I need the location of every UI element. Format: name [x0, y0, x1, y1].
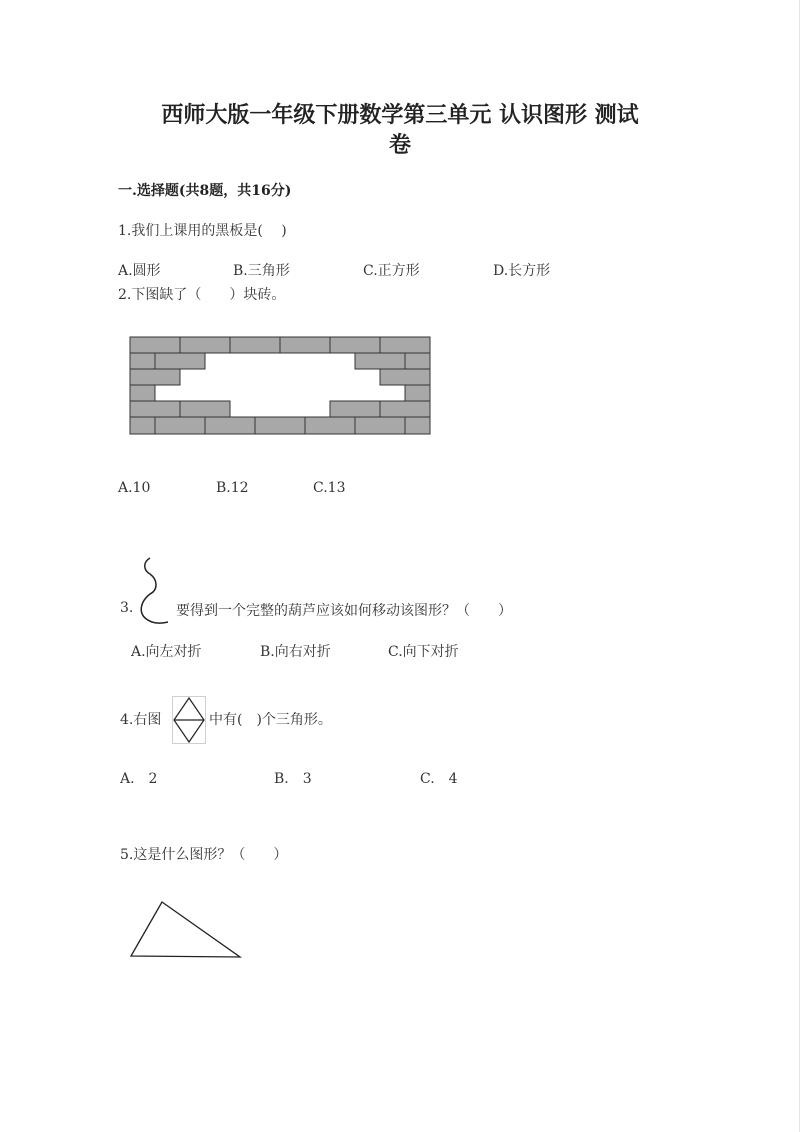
title-line-2: 卷 — [388, 132, 411, 158]
question-3-option-c: C.向下对折 — [388, 644, 459, 660]
question-1-option-b: B.三角形 — [233, 263, 290, 279]
question-1-option-c: C.正方形 — [363, 263, 420, 279]
question-2-option-b: B.12 — [216, 480, 249, 496]
title-line-1: 西师大版一年级下册数学第三单元 认识图形 测试 — [161, 102, 639, 128]
section-heading: 一.选择题(共8题，共16分) — [118, 183, 292, 199]
question-3-number: 3. — [120, 600, 134, 616]
half-gourd-figure — [138, 556, 174, 626]
question-2-option-a: A.10 — [118, 480, 151, 496]
question-3-option-b: B.向右对折 — [260, 644, 331, 660]
triangle-figure — [128, 900, 244, 960]
question-1-text: 1.我们上课用的黑板是( ) — [118, 223, 287, 239]
question-1-option-d: D.长方形 — [493, 263, 551, 279]
question-4-suffix: 中有( )个三角形。 — [209, 712, 332, 728]
question-2-text: 2.下图缺了（ ）块砖。 — [118, 287, 286, 303]
question-3-option-a: A.向左对折 — [131, 644, 202, 660]
question-5-text: 5.这是什么图形？（ ） — [120, 847, 288, 863]
question-1-option-a: A.圆形 — [118, 263, 161, 279]
question-4-option-c: C. 4 — [420, 771, 458, 787]
rhombus-triangles-figure — [172, 696, 206, 744]
page-title — [0, 100, 800, 160]
brick-wall-figure — [130, 337, 430, 434]
question-4-prefix: 4.右图 — [120, 712, 162, 728]
question-4-option-a: A. 2 — [120, 771, 158, 787]
question-4-option-b: B. 3 — [274, 771, 312, 787]
question-2-option-c: C.13 — [313, 480, 346, 496]
question-3-text: 要得到一个完整的葫芦应该如何移动该图形？（ ） — [176, 603, 512, 619]
